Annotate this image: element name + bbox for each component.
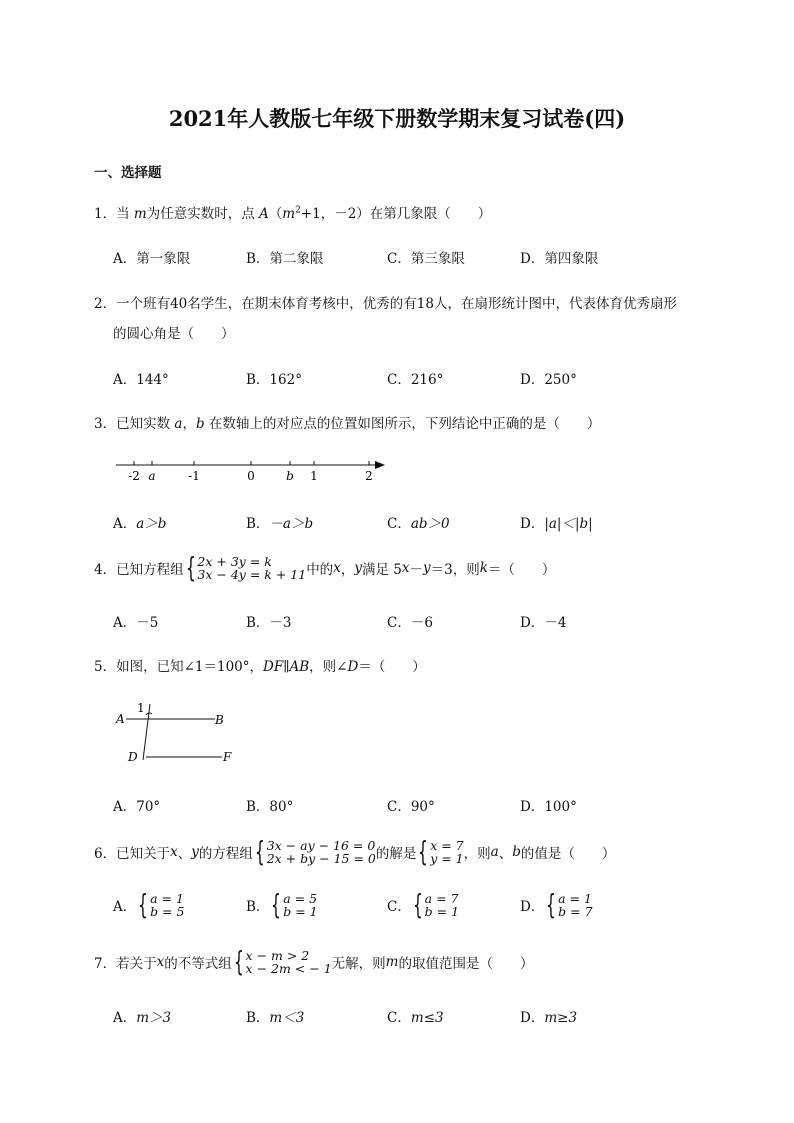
solution-system: { x = 7 y = 1 [418,835,464,868]
question-2-continued: 的圆心角是（ ） [113,326,235,342]
question-2: 2．一个班有40名学生，在期末体育考核中，优秀的有18人，在扇形统计图中，代表体育优秀扇形 [94,296,677,312]
question-number: 7． [94,956,117,972]
option-c: C．－6 [387,615,433,631]
inequality-system: { x − m > 2 x − 2m < − 1 [233,945,332,978]
question-number: 3． [94,416,117,432]
option-a: A．a＞b [113,516,167,532]
equation-system: { 2x + 3y = k 3x − 4y = k + 11 [185,551,307,584]
option-b: B．－3 [246,615,292,631]
option-d: D．m≥3 [520,1010,578,1026]
question-number: 1． [94,206,117,222]
question-6: 6． 已知关于 x 、 y 的方程组 { 3x − ay − 16 = 0 2x + by − 15 = 0 的解是 { x = 7 y = 1 ，则 a 、 b 的值是（ ） [94,835,616,868]
option-b: B．m＜3 [246,1010,305,1026]
angle-label: 1 [137,701,145,715]
question-3: 3．已知实数 a，b 在数轴上的对应点的位置如图所示，下列结论中正确的是（ ） [94,416,601,432]
page-title: 2021年人教版七年级下册数学期末复习试卷(四) [168,106,626,131]
option-d: D．第四象限 [520,251,599,267]
question-4: 4． 已知方程组 { 2x + 3y = k 3x − 4y = k + 11 中的 x ， y 满足 5 x － y ＝3，则 k ＝（ ） [94,551,556,584]
option-a: A．第一象限 [113,251,191,267]
option-a: A．70° [113,799,161,815]
parallel-lines-figure [112,698,242,770]
option-d: D． { a = 1 b = 7 [520,888,593,921]
option-b: B． { a = 5 b = 1 [246,888,318,921]
number-line [110,452,395,486]
tick-label: -2 [128,469,140,483]
option-a: A．144° [113,372,169,388]
option-a: A． { a = 1 b = 5 [113,888,185,921]
option-d: D．250° [520,372,577,388]
tick-label: a [148,469,156,483]
section-heading: 一、选择题 [94,165,162,181]
tick-label: b [286,469,294,483]
option-d: D．100° [520,799,577,815]
point-label: F [223,750,232,764]
option-b: B．162° [246,372,302,388]
option-a: A．－5 [113,615,159,631]
question-7: 7． 若关于 x 的不等式组 { x − m > 2 x − 2m < − 1 无解，则 m 的取值范围是（ ） [94,945,534,978]
question-1: 1．当 m为任意实数时，点 $A(m^2+1$，－2）在第几象限（ ） [94,205,492,222]
point-label: B [215,713,224,727]
option-b: B．－a＞b [246,516,314,532]
option-d: D．|a|＜|b| [520,516,593,532]
option-c: C．m≤3 [387,1010,444,1026]
question-5: 5．如图，已知∠1＝100°，DF∥AB，则∠D＝（ ） [94,659,426,675]
point-label: A [116,712,125,726]
question-number: 2． [94,296,117,312]
option-c: C．216° [387,372,444,388]
option-c: C．第三象限 [387,251,465,267]
option-d: D．－4 [520,615,567,631]
option-c: C． { a = 7 b = 1 [387,888,460,921]
option-b: B．第二象限 [246,251,324,267]
option-c: C．90° [387,799,435,815]
point-label: D [128,750,138,764]
option-a: A．m＞3 [113,1010,172,1026]
tick-label: -1 [188,469,200,483]
equation-system: { 3x − ay − 16 = 0 2x + by − 15 = 0 [254,835,376,868]
option-c: C．ab＞0 [387,516,450,532]
question-number: 6． [94,846,117,862]
option-b: B．80° [246,799,294,815]
tick-label: 2 [365,469,373,483]
question-number: 5． [94,659,117,675]
tick-label: 0 [247,469,255,483]
tick-label: 1 [310,469,318,483]
question-number: 4． [94,562,117,578]
